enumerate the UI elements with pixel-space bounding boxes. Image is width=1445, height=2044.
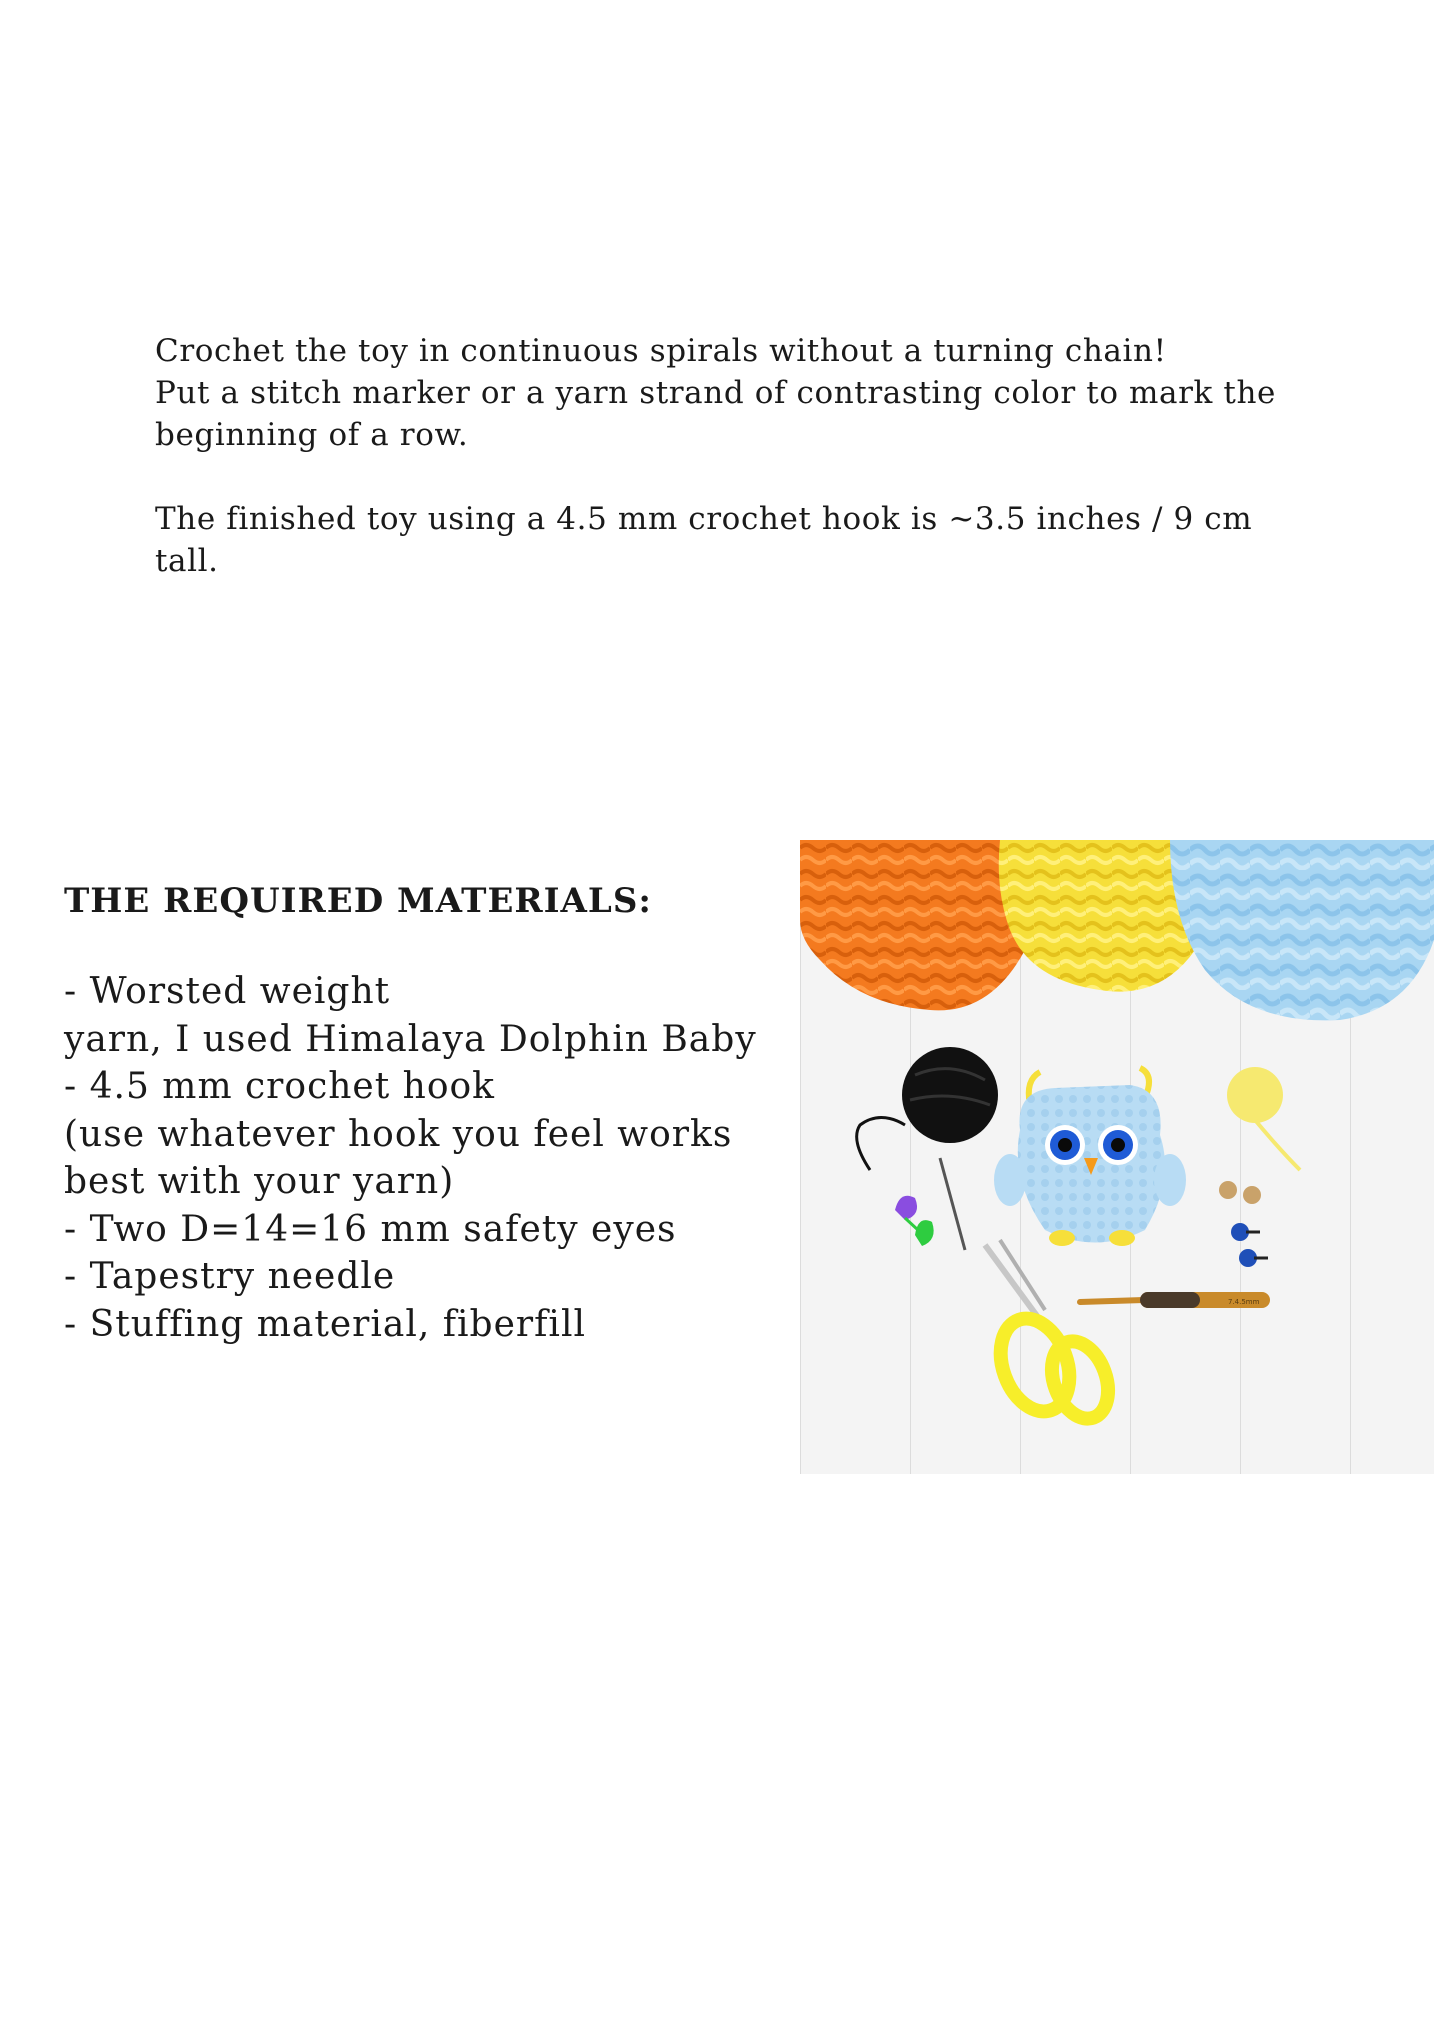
materials-item: best with your yarn) — [64, 1161, 455, 1202]
materials-photo-illustration — [800, 840, 1434, 1474]
size-line-2: tall. — [155, 543, 219, 579]
materials-photo — [800, 840, 1434, 1474]
size-line-1: The finished toy using a 4.5 mm crochet hook is ~3.5 inches / 9 cm — [155, 501, 1253, 537]
intro-line-3: beginning of a row. — [155, 417, 469, 453]
materials-item: - 4.5 mm crochet hook — [64, 1066, 495, 1107]
materials-item: yarn, I used Himalaya Dolphin Baby — [64, 1018, 757, 1060]
materials-item: (use whatever hook you feel works — [64, 1113, 733, 1155]
materials-section — [64, 878, 804, 1348]
intro-line-1: Crochet the toy in continuous spirals without a turning chain! — [155, 333, 1167, 369]
materials-heading: THE REQUIRED MATERIALS: — [64, 881, 652, 921]
materials-item: - Worsted weight — [64, 971, 391, 1012]
materials-item: - Tapestry needle — [64, 1256, 396, 1297]
materials-item: - Two D=14=16 mm safety eyes — [64, 1208, 677, 1250]
intro-text — [155, 330, 1355, 582]
materials-list — [64, 968, 804, 1348]
intro-line-2: Put a stitch marker or a yarn strand of contrasting color to mark the — [155, 375, 1276, 411]
materials-item: - Stuffing material, fiberfill — [64, 1303, 586, 1345]
hook-size-label: 7.4.5mm — [1228, 1298, 1260, 1306]
paragraph-gap — [155, 456, 1355, 498]
